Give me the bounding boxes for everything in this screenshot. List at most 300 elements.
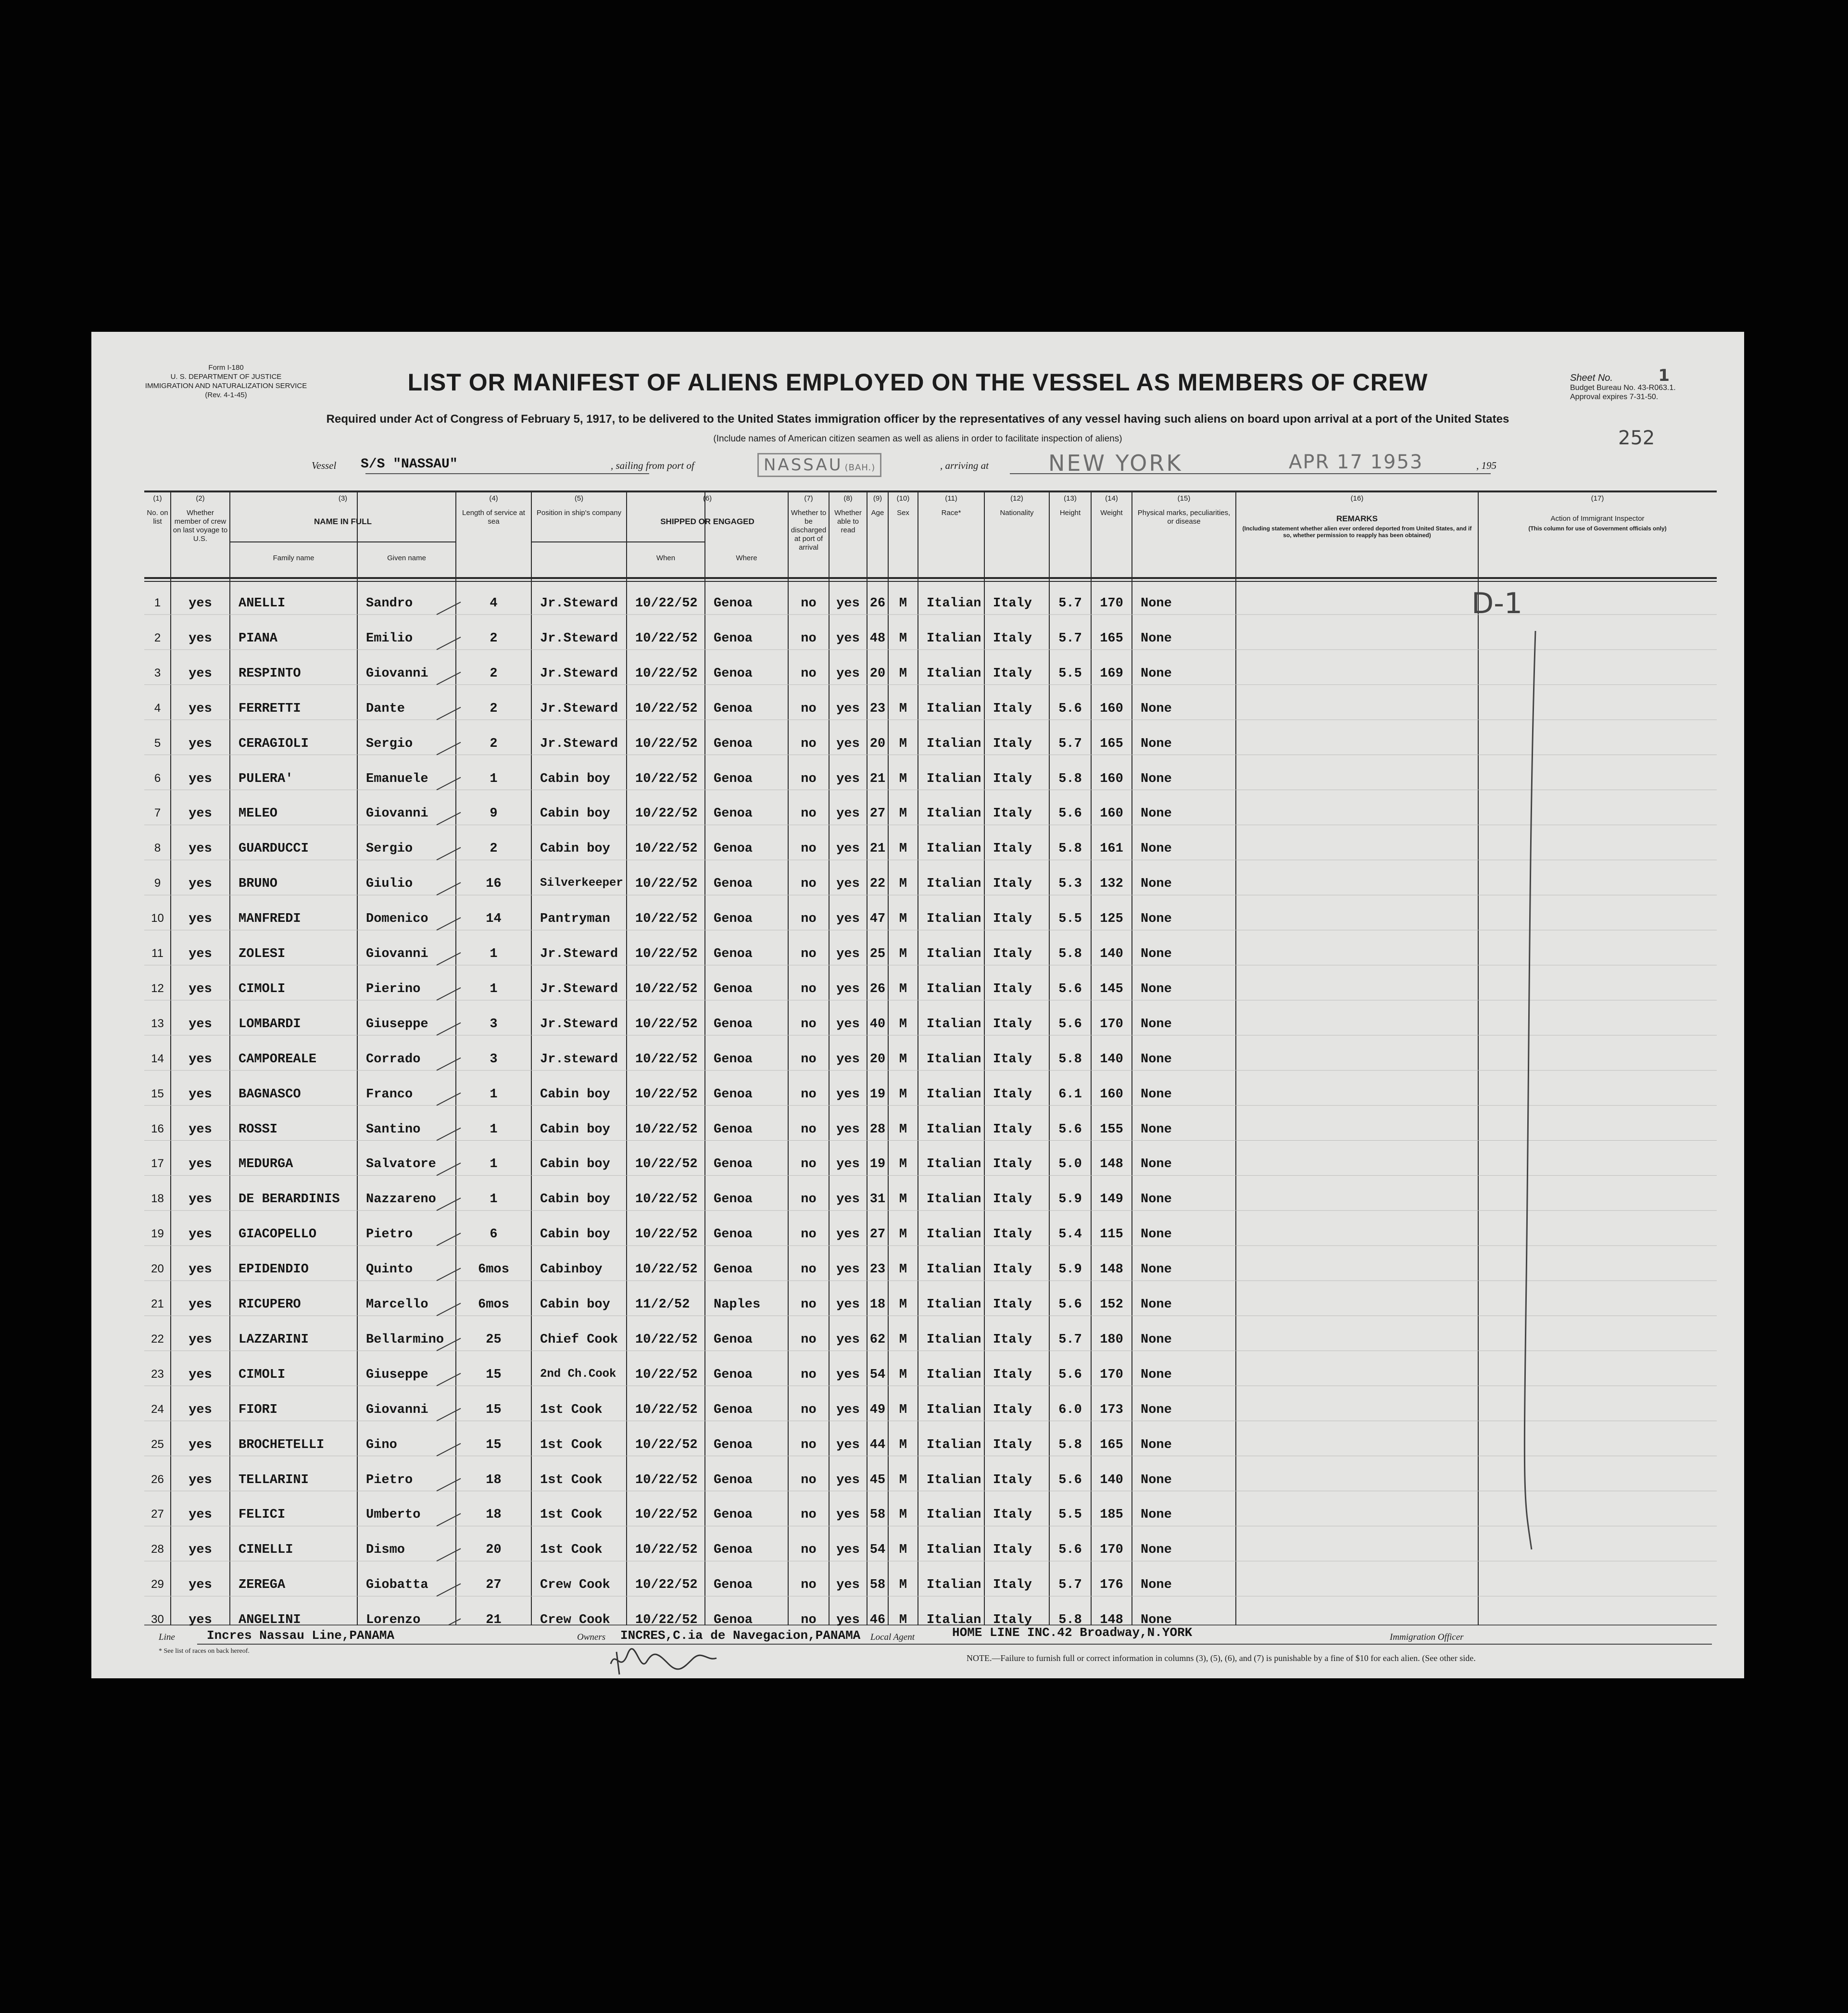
column-subheader: Given name — [387, 554, 426, 562]
cell-no: 13 — [151, 1017, 164, 1030]
cell-read: yes — [836, 1157, 860, 1172]
cell-nationality: Italy — [993, 1297, 1032, 1312]
cell-height: 5.9 — [1058, 1192, 1082, 1207]
cell-where: Naples — [714, 1297, 761, 1312]
cell-where: Genoa — [714, 666, 753, 681]
cell-no: 29 — [151, 1578, 164, 1591]
column-number: (5) — [574, 494, 584, 503]
cell-height: 5.8 — [1058, 1613, 1082, 1628]
cell-race: Italian — [927, 842, 981, 856]
cell-when: 10/22/52 — [635, 631, 698, 646]
cell-prev: yes — [189, 1227, 212, 1242]
cell-where: Genoa — [714, 912, 753, 927]
cell-where: Genoa — [714, 1437, 753, 1452]
cell-disch: no — [801, 1472, 817, 1487]
column-header: Age — [871, 509, 884, 517]
budget-bureau-number: Budget Bureau No. 43-R063.1. — [1570, 384, 1676, 392]
cell-where: Genoa — [714, 1402, 753, 1417]
cell-age: 47 — [869, 912, 886, 927]
cell-age: 20 — [869, 666, 886, 681]
cell-read: yes — [836, 596, 860, 611]
cell-race: Italian — [927, 771, 981, 786]
cell-nationality: Italy — [993, 1332, 1032, 1347]
cell-family: RICUPERO — [239, 1297, 301, 1312]
arriving-label: , arriving at — [940, 460, 989, 471]
cell-sex: M — [899, 1367, 907, 1382]
cell-sex: M — [899, 1508, 907, 1522]
cell-age: 44 — [869, 1437, 886, 1452]
cell-prev: yes — [189, 842, 212, 856]
cell-no: 20 — [151, 1262, 164, 1276]
cell-position: Jr.Steward — [540, 736, 618, 751]
cell-disch: no — [801, 1017, 817, 1032]
cell-sex: M — [899, 631, 907, 646]
cell-weight: 125 — [1100, 912, 1123, 927]
cell-read: yes — [836, 1332, 860, 1347]
cell-where: Genoa — [714, 1543, 753, 1558]
cell-race: Italian — [927, 1508, 981, 1522]
cell-no: 22 — [151, 1332, 164, 1346]
cell-height: 5.3 — [1058, 877, 1082, 892]
cell-position: Cabin boy — [540, 1157, 610, 1172]
cell-age: 23 — [869, 1262, 886, 1277]
cell-weight: 140 — [1100, 947, 1123, 961]
cell-service: 2 — [490, 736, 498, 751]
cell-marks: None — [1141, 1367, 1172, 1382]
cell-sex: M — [899, 1613, 907, 1628]
cell-position: Jr.Steward — [540, 631, 618, 646]
cell-where: Genoa — [714, 877, 753, 892]
cell-given: Sergio — [366, 736, 413, 751]
cell-nationality: Italy — [993, 771, 1032, 786]
column-number: (11) — [945, 494, 957, 503]
column-header: SHIPPED OR ENGAGED — [660, 517, 754, 526]
cell-weight: 170 — [1100, 596, 1123, 611]
cell-read: yes — [836, 877, 860, 892]
column-number: (15) — [1177, 494, 1191, 503]
cell-no: 26 — [151, 1472, 164, 1486]
column-header: Height — [1059, 509, 1081, 517]
cell-given: Corrado — [366, 1052, 421, 1067]
cell-position: Cabin boy — [540, 771, 610, 786]
cell-weight: 155 — [1100, 1122, 1123, 1137]
cell-family: PULERA' — [239, 771, 293, 786]
cell-prev: yes — [189, 1402, 212, 1417]
cell-race: Italian — [927, 1227, 981, 1242]
cell-nationality: Italy — [993, 631, 1032, 646]
cell-service: 1 — [490, 1157, 498, 1172]
cell-prev: yes — [189, 1367, 212, 1382]
column-header: Nationality — [1000, 509, 1034, 517]
cell-race: Italian — [927, 1332, 981, 1347]
cell-marks: None — [1141, 1402, 1172, 1417]
cell-height: 5.6 — [1058, 1367, 1082, 1382]
cell-disch: no — [801, 877, 817, 892]
cell-no: 11 — [151, 947, 163, 960]
cell-disch: no — [801, 1402, 817, 1417]
column-number: (16) — [1350, 494, 1364, 503]
cell-given: Emilio — [366, 631, 413, 646]
cell-family: FERRETTI — [239, 701, 301, 716]
cell-marks: None — [1141, 1087, 1172, 1102]
cell-read: yes — [836, 736, 860, 751]
cell-given: Dismo — [366, 1543, 405, 1558]
cell-marks: None — [1141, 1192, 1172, 1207]
cell-height: 5.7 — [1058, 596, 1082, 611]
cell-prev: yes — [189, 701, 212, 716]
cell-marks: None — [1141, 1543, 1172, 1558]
cell-disch: no — [801, 1227, 817, 1242]
cell-weight: 148 — [1100, 1262, 1123, 1277]
sheet-number-block — [1570, 366, 1714, 402]
cell-read: yes — [836, 701, 860, 716]
cell-prev: yes — [189, 1472, 212, 1487]
cell-marks: None — [1141, 771, 1172, 786]
cell-sex: M — [899, 701, 907, 716]
cell-no: 4 — [154, 701, 161, 715]
cell-when: 10/22/52 — [635, 842, 698, 856]
cell-given: Emanuele — [366, 771, 428, 786]
cell-weight: 148 — [1100, 1613, 1123, 1628]
cell-service: 1 — [490, 947, 498, 961]
column-number: (1) — [153, 494, 162, 503]
cell-no: 30 — [151, 1613, 164, 1626]
cell-height: 5.8 — [1058, 1052, 1082, 1067]
cell-no: 25 — [151, 1437, 164, 1451]
cell-marks: None — [1141, 1508, 1172, 1522]
cell-race: Italian — [927, 1157, 981, 1172]
cell-prev: yes — [189, 981, 212, 996]
cell-service: 18 — [486, 1508, 502, 1522]
cell-sex: M — [899, 912, 907, 927]
cell-no: 14 — [151, 1052, 164, 1065]
column-number: (2) — [196, 494, 205, 503]
cell-sex: M — [899, 1087, 907, 1102]
cell-disch: no — [801, 736, 817, 751]
cell-position: Jr.steward — [540, 1052, 618, 1067]
cell-prev: yes — [189, 631, 212, 646]
cell-family: ANELLI — [239, 596, 286, 611]
cell-prev: yes — [189, 1578, 212, 1593]
cell-where: Genoa — [714, 771, 753, 786]
cell-read: yes — [836, 1017, 860, 1032]
cell-given: Pietro — [366, 1227, 413, 1242]
cell-weight: 170 — [1100, 1017, 1123, 1032]
cell-family: ZOLESI — [239, 947, 286, 961]
cell-service: 6 — [490, 1227, 498, 1242]
cell-prev: yes — [189, 596, 212, 611]
owners-value: INCRES,C.ia de Navegacion,PANAMA — [620, 1628, 861, 1643]
cell-family: MEDURGA — [239, 1157, 293, 1172]
cell-nationality: Italy — [993, 1157, 1032, 1172]
cell-when: 10/22/52 — [635, 701, 698, 716]
owners-label: Owners — [577, 1632, 606, 1642]
cell-position: Jr.Steward — [540, 596, 618, 611]
cell-given: Marcello — [366, 1297, 428, 1312]
cell-weight: 170 — [1100, 1367, 1123, 1382]
cell-sex: M — [899, 666, 907, 681]
cell-when: 10/22/52 — [635, 1122, 698, 1137]
cell-family: TELLARINI — [239, 1472, 309, 1487]
cell-when: 10/22/52 — [635, 1543, 698, 1558]
cell-weight: 160 — [1100, 701, 1123, 716]
cell-when: 10/22/52 — [635, 1578, 698, 1593]
cell-disch: no — [801, 1052, 817, 1067]
cell-race: Italian — [927, 877, 981, 892]
cell-race: Italian — [927, 736, 981, 751]
column-header: Race* — [941, 509, 961, 517]
cell-when: 10/22/52 — [635, 1613, 698, 1628]
cell-no: 12 — [151, 981, 164, 995]
cell-when: 10/22/52 — [635, 1262, 698, 1277]
cell-position: Chief Cook — [540, 1332, 618, 1347]
cell-family: FELICI — [239, 1508, 286, 1522]
cell-sex: M — [899, 1017, 907, 1032]
cell-sex: M — [899, 1578, 907, 1593]
cell-weight: 148 — [1100, 1157, 1123, 1172]
cell-service: 1 — [490, 1087, 498, 1102]
cell-race: Italian — [927, 912, 981, 927]
cell-weight: 160 — [1100, 806, 1123, 821]
cell-family: DE BERARDINIS — [239, 1192, 340, 1207]
cell-nationality: Italy — [993, 1367, 1032, 1382]
port-stamp — [757, 453, 881, 477]
cell-nationality: Italy — [993, 842, 1032, 856]
arrival-underline — [1010, 473, 1491, 474]
cell-nationality: Italy — [993, 1402, 1032, 1417]
cell-where: Genoa — [714, 1157, 753, 1172]
cell-family: BROCHETELLI — [239, 1437, 325, 1452]
cell-race: Italian — [927, 1613, 981, 1628]
cell-disch: no — [801, 631, 817, 646]
cell-no: 27 — [151, 1508, 164, 1521]
cell-service: 20 — [486, 1543, 502, 1558]
cell-position: Jr.Steward — [540, 947, 618, 961]
cell-service: 14 — [486, 912, 502, 927]
cell-height: 5.5 — [1058, 912, 1082, 927]
cell-height: 5.6 — [1058, 981, 1082, 996]
cell-position: Cabin boy — [540, 1227, 610, 1242]
cell-given: Pietro — [366, 1472, 413, 1487]
cell-family: CAMPOREALE — [239, 1052, 317, 1067]
cell-marks: None — [1141, 596, 1172, 611]
cell-race: Italian — [927, 1367, 981, 1382]
cell-weight: 132 — [1100, 877, 1123, 892]
cell-age: 45 — [869, 1472, 886, 1487]
column-header: Action of Immigrant Inspector — [1550, 515, 1645, 523]
cell-nationality: Italy — [993, 912, 1032, 927]
cell-nationality: Italy — [993, 1052, 1032, 1067]
local-agent-label: Local Agent — [870, 1632, 915, 1642]
cell-position: Cabin boy — [540, 1297, 610, 1312]
cell-age: 27 — [869, 806, 886, 821]
cell-age: 54 — [869, 1543, 886, 1558]
cell-where: Genoa — [714, 1332, 753, 1347]
cell-age: 54 — [869, 1367, 886, 1382]
cell-given: Giobatta — [366, 1578, 428, 1593]
cell-disch: no — [801, 1157, 817, 1172]
cell-given: Giuseppe — [366, 1367, 428, 1382]
cell-when: 10/22/52 — [635, 877, 698, 892]
cell-when: 10/22/52 — [635, 736, 698, 751]
cell-height: 5.8 — [1058, 842, 1082, 856]
cell-disch: no — [801, 981, 817, 996]
cell-age: 20 — [869, 1052, 886, 1067]
cell-age: 62 — [869, 1332, 886, 1347]
cell-where: Genoa — [714, 1508, 753, 1522]
cell-weight: 180 — [1100, 1332, 1123, 1347]
cell-age: 48 — [869, 631, 886, 646]
cell-no: 6 — [154, 771, 161, 785]
cell-race: Italian — [927, 806, 981, 821]
cell-nationality: Italy — [993, 1543, 1032, 1558]
cell-no: 18 — [151, 1192, 164, 1206]
cell-no: 19 — [151, 1227, 164, 1241]
cell-family: MELEO — [239, 806, 278, 821]
cell-family: ROSSI — [239, 1122, 278, 1137]
cell-position: 1st Cook — [540, 1437, 603, 1452]
cell-where: Genoa — [714, 1578, 753, 1593]
cell-nationality: Italy — [993, 806, 1032, 821]
cell-when: 10/22/52 — [635, 1437, 698, 1452]
cell-age: 49 — [869, 1402, 886, 1417]
cell-disch: no — [801, 1578, 817, 1593]
cell-marks: None — [1141, 1578, 1172, 1593]
cell-weight: 160 — [1100, 1087, 1123, 1102]
cell-weight: 161 — [1100, 842, 1123, 856]
cell-sex: M — [899, 1052, 907, 1067]
cell-race: Italian — [927, 1017, 981, 1032]
cell-when: 10/22/52 — [635, 771, 698, 786]
cell-no: 8 — [154, 842, 161, 855]
cell-when: 10/22/52 — [635, 1367, 698, 1382]
form-subtitle: Required under Act of Congress of February 5, 1917, to be delivered to the United States immigration officer by the representatives of any vessel having such aliens on board upon arrival at a port of the United States — [326, 413, 1509, 426]
cell-height: 5.0 — [1058, 1157, 1082, 1172]
cell-disch: no — [801, 842, 817, 856]
cell-where: Genoa — [714, 981, 753, 996]
cell-height: 5.5 — [1058, 666, 1082, 681]
cell-given: Giovanni — [366, 806, 428, 821]
service-name: IMMIGRATION AND NATURALIZATION SERVICE — [145, 382, 307, 390]
cell-height: 5.7 — [1058, 631, 1082, 646]
cell-disch: no — [801, 771, 817, 786]
cell-read: yes — [836, 1472, 860, 1487]
cell-given: Giovanni — [366, 666, 428, 681]
cell-sex: M — [899, 1122, 907, 1137]
cell-weight: 165 — [1100, 631, 1123, 646]
cell-read: yes — [836, 771, 860, 786]
cell-read: yes — [836, 1227, 860, 1242]
cell-marks: None — [1141, 912, 1172, 927]
cell-weight: 169 — [1100, 666, 1123, 681]
cell-sex: M — [899, 1402, 907, 1417]
cell-where: Genoa — [714, 1052, 753, 1067]
column-number: (10) — [896, 494, 910, 503]
cell-prev: yes — [189, 1543, 212, 1558]
cell-nationality: Italy — [993, 877, 1032, 892]
cell-where: Genoa — [714, 701, 753, 716]
cell-age: 26 — [869, 596, 886, 611]
column-number: (9) — [873, 494, 882, 503]
cell-weight: 176 — [1100, 1578, 1123, 1593]
cell-no: 5 — [154, 736, 161, 750]
cell-nationality: Italy — [993, 1578, 1032, 1593]
cell-family: ANGELINI — [239, 1613, 301, 1628]
cell-service: 1 — [490, 1192, 498, 1207]
cell-sex: M — [899, 596, 907, 611]
cell-where: Genoa — [714, 736, 753, 751]
cell-disch: no — [801, 1332, 817, 1347]
year-suffix: , 195 — [1476, 460, 1496, 471]
cell-family: GIACOPELLO — [239, 1227, 317, 1242]
sheet-no-label: Sheet No. — [1570, 373, 1613, 383]
cell-weight: 152 — [1100, 1297, 1123, 1312]
cell-no: 24 — [151, 1402, 164, 1416]
vessel-label: Vessel — [312, 460, 337, 471]
column-number: (14) — [1105, 494, 1118, 503]
cell-prev: yes — [189, 1262, 212, 1277]
cell-prev: yes — [189, 1297, 212, 1312]
races-note: * See list of races on back hereof. — [159, 1648, 250, 1655]
cell-family: PIANA — [239, 631, 278, 646]
department-name: U. S. DEPARTMENT OF JUSTICE — [170, 373, 282, 381]
cell-prev: yes — [189, 771, 212, 786]
column-header: Length of service at sea — [462, 509, 525, 526]
column-header: Whether member of crew on last voyage to U.S. — [173, 509, 228, 543]
column-subheader: Where — [736, 554, 757, 562]
cell-given: Giulio — [366, 877, 413, 892]
cell-where: Genoa — [714, 1367, 753, 1382]
cell-when: 10/22/52 — [635, 981, 698, 996]
cell-when: 10/22/52 — [635, 806, 698, 821]
cell-given: Pierino — [366, 981, 421, 996]
cell-service: 2 — [490, 701, 498, 716]
footer-rule — [197, 1644, 1712, 1645]
cell-service: 3 — [490, 1052, 498, 1067]
cell-given: Dante — [366, 701, 405, 716]
cell-disch: no — [801, 1543, 817, 1558]
cell-read: yes — [836, 1192, 860, 1207]
cell-service: 3 — [490, 1017, 498, 1032]
cell-race: Italian — [927, 701, 981, 716]
cell-height: 5.6 — [1058, 1472, 1082, 1487]
form-title: LIST OR MANIFEST OF ALIENS EMPLOYED ON THE VESSEL AS MEMBERS OF CREW — [407, 369, 1428, 396]
cell-prev: yes — [189, 736, 212, 751]
cell-position: 1st Cook — [540, 1543, 603, 1558]
cell-family: GUARDUCCI — [239, 842, 309, 856]
cell-sex: M — [899, 877, 907, 892]
cell-no: 1 — [154, 596, 161, 609]
cell-marks: None — [1141, 1227, 1172, 1242]
column-subheader: When — [656, 554, 676, 562]
cell-no: 2 — [154, 631, 161, 644]
cell-sex: M — [899, 771, 907, 786]
cell-sex: M — [899, 981, 907, 996]
cell-weight: 165 — [1100, 736, 1123, 751]
cell-height: 5.7 — [1058, 736, 1082, 751]
cell-read: yes — [836, 947, 860, 961]
cell-read: yes — [836, 666, 860, 681]
cell-weight: 145 — [1100, 981, 1123, 996]
cell-race: Italian — [927, 1437, 981, 1452]
line-label: Line — [159, 1632, 175, 1642]
column-header: Sex — [897, 509, 909, 517]
vessel-name: S/S "NASSAU" — [361, 457, 458, 472]
cell-age: 20 — [869, 736, 886, 751]
cell-weight: 170 — [1100, 1543, 1123, 1558]
sailing-label: , sailing from port of — [611, 460, 694, 471]
approval-expiry: Approval expires 7-31-50. — [1570, 393, 1659, 401]
